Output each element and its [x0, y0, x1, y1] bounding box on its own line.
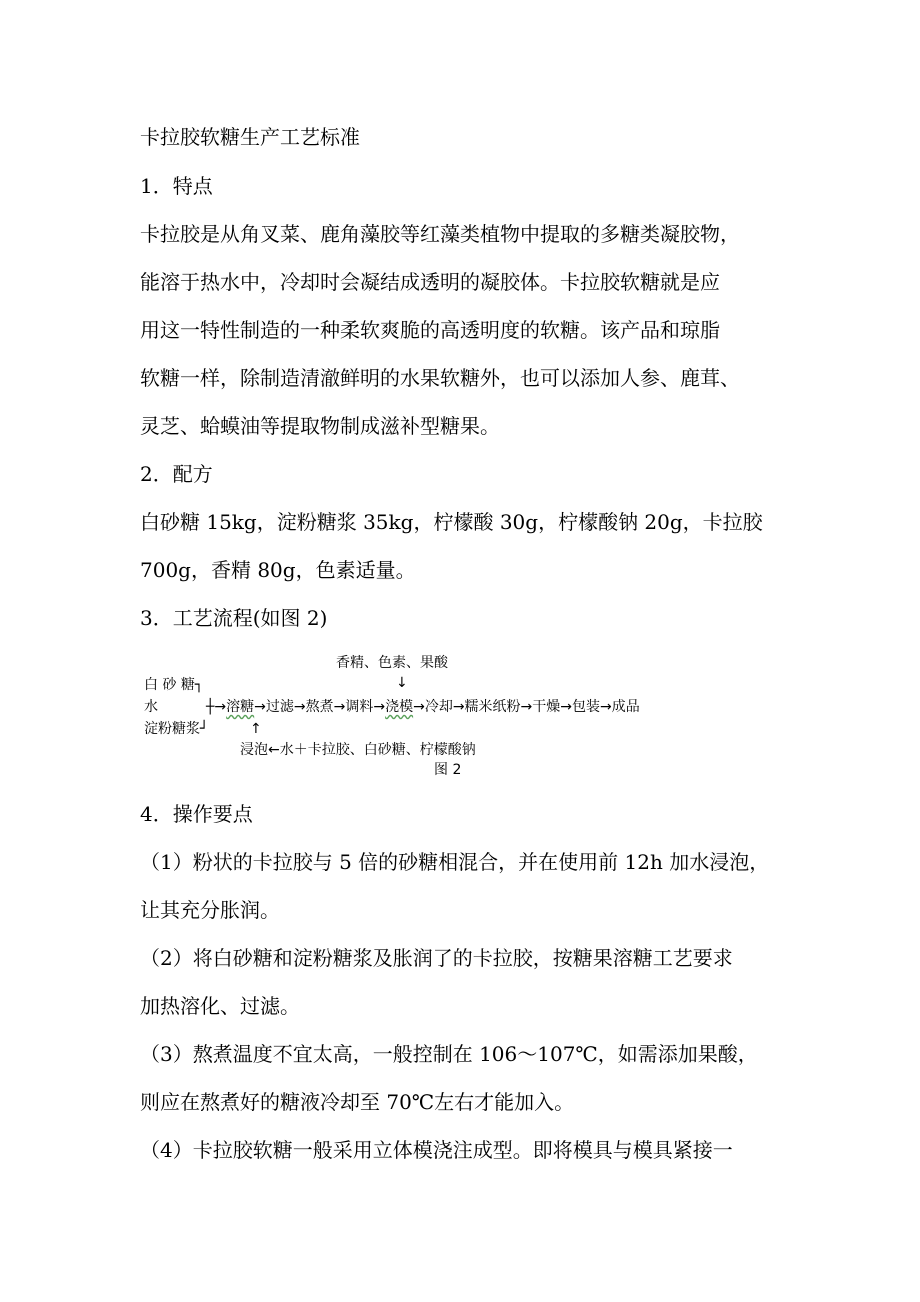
- flow-main-line: [206, 699, 640, 715]
- paragraph-line: 则应在熬煮好的糖液冷却至 70℃左右才能加入。: [140, 1090, 575, 1114]
- section-4-heading: 4．操作要点: [140, 802, 253, 826]
- paragraph-line: 白砂糖 15kg，淀粉糖浆 35kg，柠檬酸 30g，柠檬酸钠 20g，卡拉胶: [140, 510, 763, 534]
- flow-step-dissolve: 溶糖: [226, 699, 255, 715]
- flow-steps-middle: →过滤→熬煮→调料→: [254, 699, 386, 715]
- flow-additives-label: 香精、色素、果酸: [336, 655, 448, 671]
- paragraph-line: 软糖一样，除制造清澈鲜明的水果软糖外，也可以添加人参、鹿茸、: [140, 366, 740, 390]
- paragraph-line: 卡拉胶是从角叉菜、鹿角藻胶等红藻类植物中提取的多糖类凝胶物，: [140, 222, 740, 246]
- down-arrow-icon: ↓: [396, 675, 408, 691]
- flow-soak-label: 浸泡←水＋卡拉胶、白砂糖、柠檬酸钠: [240, 742, 476, 758]
- section-3-heading: 3．工艺流程(如图 2): [140, 606, 328, 630]
- section-1-heading: 1．特点: [140, 174, 213, 198]
- paragraph-line: 700g，香精 80g，色素适量。: [140, 558, 416, 582]
- paragraph-line: 灵芝、蛤蟆油等提取物制成滋补型糖果。: [140, 414, 500, 438]
- paragraph-line: （3）熬煮温度不宜太高，一般控制在 106～107℃，如需添加果酸，: [140, 1042, 758, 1066]
- paragraph-line: （2）将白砂糖和淀粉糖浆及胀润了的卡拉胶，按糖果溶糖工艺要求: [140, 946, 733, 970]
- paragraph-line: 让其充分胀润。: [140, 898, 280, 922]
- paragraph-line: 用这一特性制造的一种柔软爽脆的高透明度的软糖。该产品和琼脂: [140, 318, 720, 342]
- flow-input-syrup: 淀粉糖浆┘: [144, 721, 209, 737]
- flow-steps-end: →冷却→糯米纸粉→干燥→包装→成品: [413, 699, 640, 715]
- paragraph-line: （4）卡拉胶软糖一般采用立体模浇注成型。即将模具与模具紧接一: [140, 1138, 733, 1162]
- figure-caption: 图 2: [434, 762, 462, 778]
- document-title: 卡拉胶软糖生产工艺标准: [140, 125, 360, 149]
- flow-input-sugar: 白 砂 糖┐: [144, 677, 204, 693]
- paragraph-line: （1）粉状的卡拉胶与 5 倍的砂糖相混合，并在使用前 12h 加水浸泡，: [140, 850, 770, 874]
- paragraph-line: 能溶于热水中，冷却时会凝结成透明的凝胶体。卡拉胶软糖就是应: [140, 270, 720, 294]
- section-2-heading: 2．配方: [140, 462, 213, 486]
- up-arrow-icon: ↑: [250, 721, 262, 737]
- flow-join-symbol: ┼→: [206, 699, 227, 715]
- process-flow-diagram: [0, 650, 920, 785]
- flow-step-pour: 浇模: [385, 699, 414, 715]
- paragraph-line: 加热溶化、过滤。: [140, 994, 300, 1018]
- flow-input-water: 水: [144, 699, 158, 715]
